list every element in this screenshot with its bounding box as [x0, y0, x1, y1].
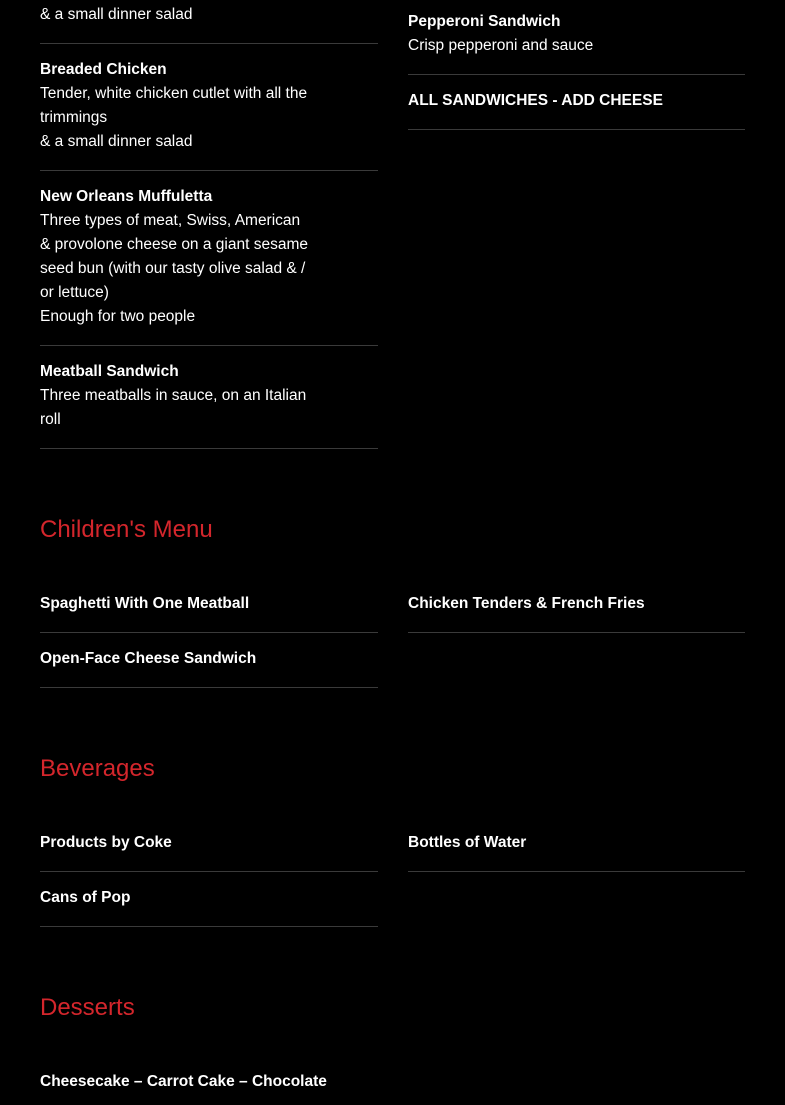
- menu-item-name: Cheesecake – Carrot Cake – Chocolate: [40, 1073, 327, 1090]
- menu-item: [40, 1070, 378, 1094]
- menu-item-name: New Orleans Muffuletta: [40, 188, 213, 205]
- description-line: roll: [40, 411, 61, 428]
- menu-item-muffuletta: [40, 185, 378, 329]
- divider: [40, 345, 378, 346]
- menu-item-description: [40, 3, 310, 27]
- menu-item-description: [40, 384, 310, 432]
- menu-item: [40, 886, 378, 910]
- menu-item-name: Breaded Chicken: [40, 61, 167, 78]
- divider: [40, 170, 378, 171]
- divider: [408, 632, 745, 633]
- menu-item-description: [40, 209, 310, 329]
- divider: [408, 74, 745, 75]
- menu-item-pepperoni-sandwich: [408, 10, 745, 58]
- menu-item-description: [408, 34, 678, 58]
- menu-item-breaded-chicken: [40, 58, 378, 154]
- menu-item-name: Spaghetti With One Meatball: [40, 595, 250, 612]
- menu-item-name: Open-Face Cheese Sandwich: [40, 650, 257, 667]
- divider: [40, 43, 378, 44]
- menu-item: [408, 592, 745, 616]
- divider: [40, 448, 378, 449]
- menu-item: [40, 647, 378, 671]
- divider: [408, 871, 745, 872]
- description-line: Three types of meat, Swiss, American: [40, 212, 301, 229]
- menu-item-description: [40, 82, 310, 154]
- description-line: Crisp pepperoni and sauce: [408, 37, 594, 54]
- divider: [40, 871, 378, 872]
- menu-item-name: Chicken Tenders & French Fries: [408, 595, 645, 612]
- menu-item-name: Products by Coke: [40, 834, 172, 851]
- menu-item-name: Meatball Sandwich: [40, 363, 179, 380]
- description-line: Three meatballs in sauce, on an Italian: [40, 387, 307, 404]
- section-title-desserts: Desserts: [40, 994, 135, 1021]
- menu-item-name: ALL SANDWICHES - ADD CHEESE: [408, 92, 663, 109]
- menu-item-name: Cans of Pop: [40, 889, 131, 906]
- menu-item: [40, 592, 378, 616]
- menu-item: [408, 831, 745, 855]
- description-line: & a small dinner salad: [40, 133, 193, 150]
- divider: [40, 687, 378, 688]
- description-line: & provolone cheese on a giant sesame: [40, 236, 308, 253]
- menu-note-add-cheese: [408, 89, 745, 113]
- divider: [40, 632, 378, 633]
- description-line: & a small dinner salad: [40, 6, 193, 23]
- menu-item-name: Bottles of Water: [408, 834, 527, 851]
- menu-item-partial: [40, 3, 378, 27]
- description-line: Enough for two people: [40, 308, 196, 325]
- description-line: trimmings: [40, 109, 108, 126]
- menu-item: [40, 831, 378, 855]
- description-line: Tender, white chicken cutlet with all the: [40, 85, 308, 102]
- divider: [408, 129, 745, 130]
- menu-item-meatball-sandwich: [40, 360, 378, 432]
- section-title-beverages: Beverages: [40, 755, 155, 782]
- description-line: seed bun (with our tasty olive salad & /: [40, 260, 306, 277]
- divider: [40, 926, 378, 927]
- menu-item-name: Pepperoni Sandwich: [408, 13, 561, 30]
- description-line: or lettuce): [40, 284, 109, 301]
- section-title-childrens-menu: Children's Menu: [40, 516, 213, 543]
